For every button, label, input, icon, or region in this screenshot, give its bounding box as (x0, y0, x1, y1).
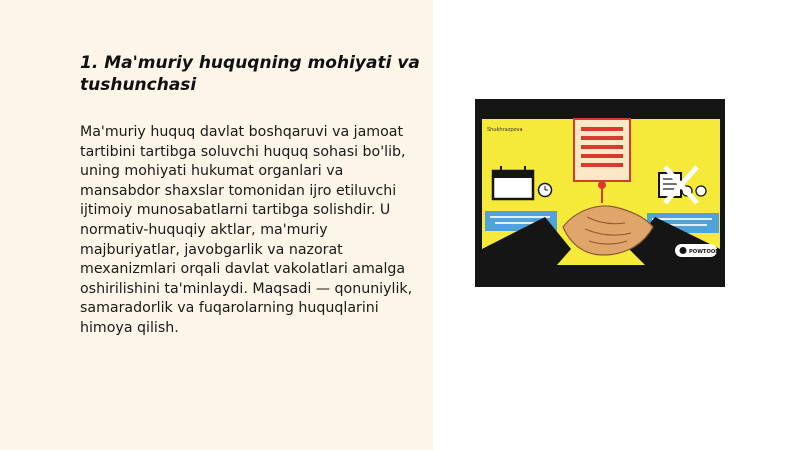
alarm-clock-left-icon (539, 184, 552, 197)
illustration-corner-label: Shukhrazpova (487, 127, 523, 133)
slide-title: 1. Ma'muriy huquqning mohiyati va tushunchasi (80, 53, 420, 95)
calendar-left-icon (493, 166, 533, 199)
illustration-image (475, 99, 725, 287)
svg-text:POWTOON: POWTOON (689, 249, 720, 255)
powtoon-watermark (675, 244, 720, 257)
slide-body-text: Ma'muriy huquq davlat boshqaruvi va jamoat tartibini tartibga soluvchi huquq sohasi bo'lib, uning mohiyati hukumat organlari va mansabdor shaxslar tomonidan ijro etiluvchi ijtimoiy munosabatlarni tartibga solishdir. U normativ-huquqiy aktlar, ma'muriy majburiyatlar, javobgarlik va nazorat mexanizmlari orqali davlat vakolatlari amalga oshirilishini ta'minlaydi. Maqsadi — qonuniylik, samaradorlik va fuqarolarning huquqlarini himoya qilish. (80, 124, 413, 336)
